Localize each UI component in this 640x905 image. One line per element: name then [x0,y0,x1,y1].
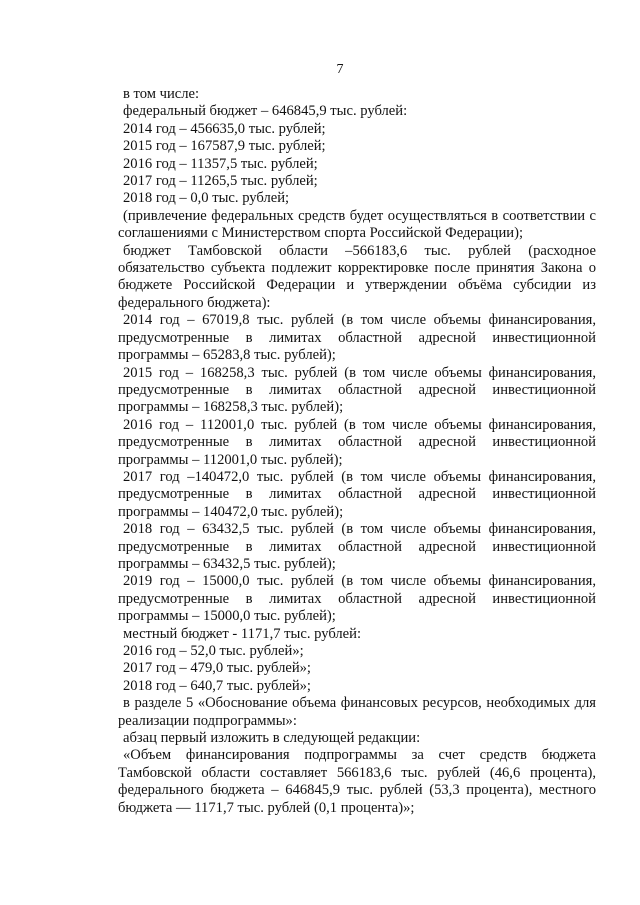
text-line: 2018 год – 640,7 тыс. рублей»; [123,677,311,694]
paragraph: в разделе 5 «Обоснование объема финансовых ресурсов, необходимых для реализации подпрограммы»: [118,695,596,729]
paragraph: 2016 год – 112001,0 тыс. рублей (в том числе объемы финансирования, предусмотренные в лимитах областной адресной инвестиционной программы – 112001,0 тыс. рублей); [118,416,596,468]
text-line: 2017 год – 479,0 тыс. рублей»; [123,660,311,677]
paragraph: (привлечение федеральных средств будет осуществляться в соответствии с соглашениями с Министерством спорта Российской Федерации); [118,207,596,242]
text-line: 2015 год – 167587,9 тыс. рублей; [123,138,326,155]
paragraph: абзац первый изложить в следующей редакции: [123,730,421,747]
paragraph: 2015 год – 168258,3 тыс. рублей (в том числе объемы финансирования, предусмотренные в лимитах областной адресной инвестиционной программы – 168258,3 тыс. рублей); [118,364,596,416]
paragraph: 2019 год – 15000,0 тыс. рублей (в том числе объемы финансирования, предусмотренные в лимитах областной адресной инвестиционной программы – 15000,0 тыс. рублей); [118,573,596,625]
paragraph: «Объем финансирования подпрограммы за счет средств бюджета Тамбовской области составляет 566183,6 тыс. рублей (46,6 процента), федерального бюджета – 646845,9 тыс. рублей (53,3 процента), местного бюджета — 1171,7 тыс. рублей (0,1 процента)»; [118,747,596,816]
text-line: 2016 год – 52,0 тыс. рублей»; [123,643,304,659]
paragraph: бюджет Тамбовской области –566183,6 тыс. рублей (расходное обязательство субъекта подлежит корректировке после принятия Закона о бюджете Российской Федерации и утверждении объёма субсидии из федерального бюджета): [118,242,596,311]
paragraph: 2018 год – 63432,5 тыс. рублей (в том числе объемы финансирования, предусмотренные в лимитах областной адресной инвестиционной программы – 63432,5 тыс. рублей); [118,521,596,572]
paragraph: 2014 год – 67019,8 тыс. рублей (в том числе объемы финансирования, предусмотренные в лимитах областной адресной инвестиционной программы – 65283,8 тыс. рублей); [118,312,596,364]
page-number: 7 [336,62,344,77]
text-line: 2018 год – 0,0 тыс. рублей; [123,190,290,207]
text-line: в том числе: [123,86,200,102]
text-line: 2016 год – 11357,5 тыс. рублей; [123,155,318,172]
text-line: федеральный бюджет – 646845,9 тыс. рублей: [123,103,408,120]
text-line: местный бюджет - 1171,7 тыс. рублей: [123,625,362,642]
text-line: 2017 год – 11265,5 тыс. рублей; [123,173,318,190]
paragraph: 2017 год –140472,0 тыс. рублей (в том числе объемы финансирования, предусмотренные в лимитах областной адресной инвестиционной программы – 140472,0 тыс. рублей); [118,468,596,520]
document-body [118,86,596,817]
text-line: 2014 год – 456635,0 тыс. рублей; [123,120,326,137]
